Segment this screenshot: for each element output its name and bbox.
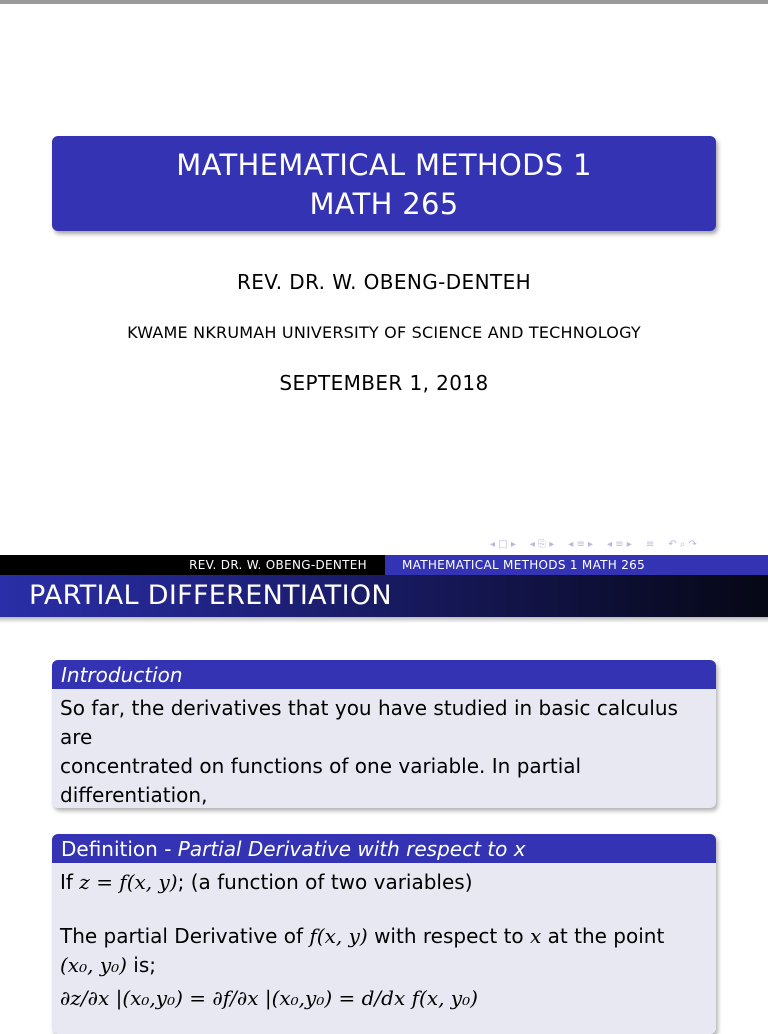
definition-text: with respect to [367, 924, 531, 948]
nav-subsection-icon[interactable]: ◂ ⎘ ▸ [529, 538, 555, 550]
title-block [52, 136, 716, 231]
frame-title-bar [0, 575, 768, 617]
title-line-1: MATHEMATICAL METHODS 1 [176, 148, 592, 182]
introduction-block-title [52, 660, 716, 689]
introduction-block [52, 660, 716, 808]
nav-toc-icon[interactable]: ≡ [645, 538, 655, 550]
date: SEPTEMBER 1, 2018 [279, 371, 489, 395]
introduction-body [52, 689, 716, 808]
introduction-title-text: Introduction [61, 663, 183, 687]
definition-line-2 [60, 922, 708, 951]
nav-document-icon[interactable]: ◂ ≡ ▸ [607, 538, 632, 550]
definition-block [52, 834, 716, 1034]
introduction-line: So far, the derivatives that you have studied in basic calculus are [60, 696, 678, 749]
author: REV. DR. W. OBENG-DENTEH [236, 270, 532, 294]
math-expression: x [530, 924, 542, 948]
headline-bar [0, 555, 768, 575]
spacer [60, 897, 708, 922]
definition-text: ; (a function of two variables) [177, 870, 473, 894]
partial-derivative-formula: ∂z/∂x |(x₀,y₀) = ∂f/∂x |(x₀,y₀) = d/dx f(x, y₀) [60, 986, 478, 1010]
frame-title-shadow [0, 617, 768, 623]
definition-text: If [60, 870, 80, 894]
definition-text: at the point [541, 924, 665, 948]
definition-text: The partial Derivative of [60, 924, 310, 948]
headline-title-text: MATHEMATICAL METHODS 1 MATH 265 [402, 558, 646, 572]
top-border [0, 0, 768, 4]
title-line-2: MATH 265 [309, 187, 459, 221]
math-expression: f(x, y) [309, 924, 368, 948]
definition-title-italic: Partial Derivative with respect to x [177, 837, 526, 861]
definition-title-text [61, 837, 526, 861]
definition-title-prefix: Definition - [61, 837, 178, 861]
headline-title [385, 555, 768, 575]
institute: KWAME NKRUMAH UNIVERSITY OF SCIENCE AND TECHNOLOGY [127, 323, 641, 342]
frame-title: PARTIAL DIFFERENTIATION [29, 580, 392, 611]
definition-line-1 [60, 868, 708, 897]
introduction-line: concentrated on functions of one variable. In partial differentiation, [60, 754, 582, 807]
definition-line-3 [60, 951, 708, 980]
nav-section-icon[interactable]: ◂ ≡ ▸ [568, 538, 594, 550]
math-expression: z = f(x, y) [79, 870, 178, 894]
nav-search-icon[interactable]: ↶ ⌕ ↷ [668, 538, 697, 550]
definition-body [52, 863, 716, 1013]
math-expression: (x₀, y₀) [60, 953, 127, 977]
beamer-navigation-bar [490, 537, 765, 551]
definition-text: is; [126, 953, 157, 977]
definition-block-title [52, 834, 716, 863]
headline-author-text: REV. DR. W. OBENG-DENTEH [189, 558, 367, 572]
headline-author [0, 555, 385, 575]
nav-frame-icon[interactable]: ◂ □ ▸ [490, 538, 516, 550]
